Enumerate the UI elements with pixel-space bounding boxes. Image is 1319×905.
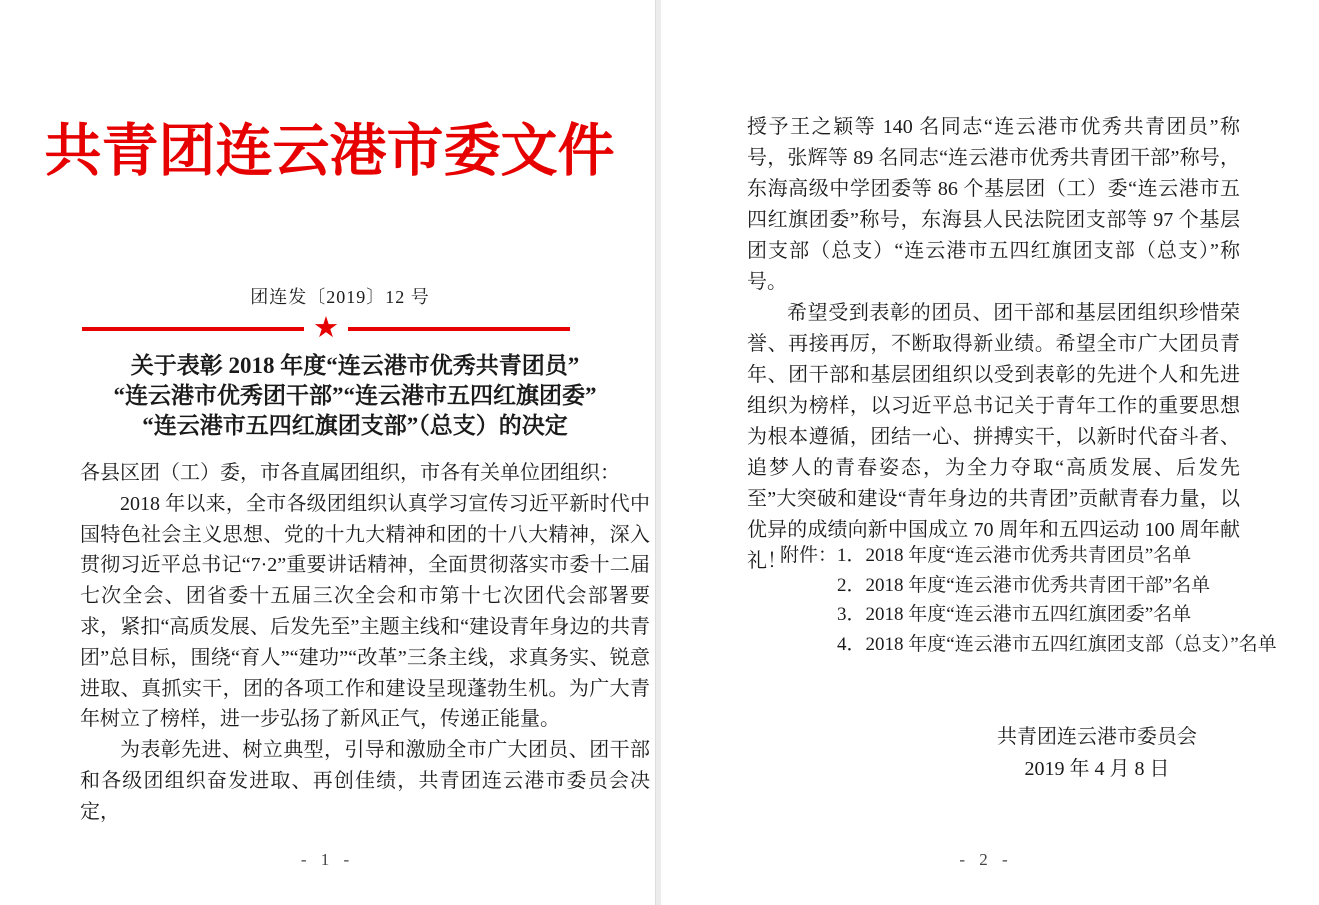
attachments-block [780, 541, 1277, 659]
red-rule [82, 311, 570, 344]
attachment-item-2: 2．2018 年度“连云港市优秀共青团干部”名单 [837, 574, 1211, 596]
body-paragraph-1: 2018 年以来，全市各级团组织认真学习宣传习近平新时代中国特色社会主义思想、党的十九大精神和团的十八大精神，深入贯彻习近平总书记“7·2”重要讲话精神，全面贯彻落实市委十二届七次全会、团省委十五届三次全会和市第十七次团代会部署要求，紧扣“高质发展、后发先至”主题主线和“建设青年身边的共青团”总目标，围绕“育人”“建功”“改革”三条主线，求真务实、锐意进取、真抓实干，团的各项工作和建设呈现蓬勃生机。为广大青年树立了榜样，进一步弘扬了新风正气，传递正能量。 [80, 492, 650, 731]
signature-date: 2019 年 4 月 8 日 [1024, 758, 1170, 780]
document-title-line-1: 关于表彰 2018 年度“连云港市优秀共青团员” [130, 353, 580, 378]
red-rule-left-segment [82, 327, 304, 331]
attachment-item-4: 4．2018 年度“连云港市五四红旗团支部（总支）”名单 [837, 633, 1277, 655]
signature-org: 共青团连云港市委员会 [997, 726, 1197, 748]
body-paragraph-4: 希望受到表彰的团员、团干部和基层团组织珍惜荣誉、再接再厉，不断取得新业绩。希望全市广大团员青年、团干部和基层团组织以受到表彰的先进个人和先进组织为榜样，以习近平总书记关于青年工作的重要思想为根本遵循，团结一心、拼搏实干，以新时代奋斗者、追梦人的青春姿态，为全力夺取“高质发展、后发先至”大突破和建设“青年身边的共青团”贡献青春力量，以优异的成绩向新中国成立 70 周年和五四运动 100 周年献礼！ [747, 302, 1240, 572]
body-paragraph-2: 为表彰先进、树立典型，引导和激励全市广大团员、团干部和各级团组织奋发进取、再创佳绩，共青团连云港市委员会决定， [80, 739, 650, 823]
page1-body [80, 458, 650, 828]
attachment-item-1: 1．2018 年度“连云港市优秀共青团员”名单 [837, 545, 1192, 566]
red-star-icon: ★ [313, 311, 339, 344]
page-number-2: - 2 - [959, 850, 1013, 869]
attachment-item-3: 3．2018 年度“连云港市五四红旗团委”名单 [837, 604, 1192, 625]
signature-block [957, 721, 1237, 785]
page2-body [747, 112, 1240, 577]
doc-number: 团连发〔2019〕12 号 [250, 287, 430, 307]
document-title-line-3: “连云港市五四红旗团支部”（总支）的决定 [142, 413, 568, 438]
red-rule-right-segment [348, 327, 570, 331]
attachments-list [837, 541, 1277, 659]
salutation: 各县区团（工）委，市各直属团组织，市各有关单位团组织： [80, 462, 620, 484]
body-paragraph-3: 授予王之颖等 140 名同志“连云港市优秀共青团员”称号，张辉等 89 名同志“连云港市优秀共青团干部”称号，东海高级中学团委等 86 个基层团（工）委“连云港市五四红旗团委”称号，东海县人民法院团支部等 97 个基层团支部（总支）“连云港市五四红旗团支部（总支）”称号。 [747, 116, 1240, 293]
document-title [70, 351, 640, 441]
page-number-1: - 1 - [300, 850, 355, 869]
attachments-label: 附件： [780, 545, 838, 566]
red-header-masthead: 共青团连云港市委文件 [44, 120, 615, 183]
document-title-line-2: “连云港市优秀团干部”“连云港市五四红旗团委” [113, 383, 597, 408]
page-divider [655, 0, 661, 905]
